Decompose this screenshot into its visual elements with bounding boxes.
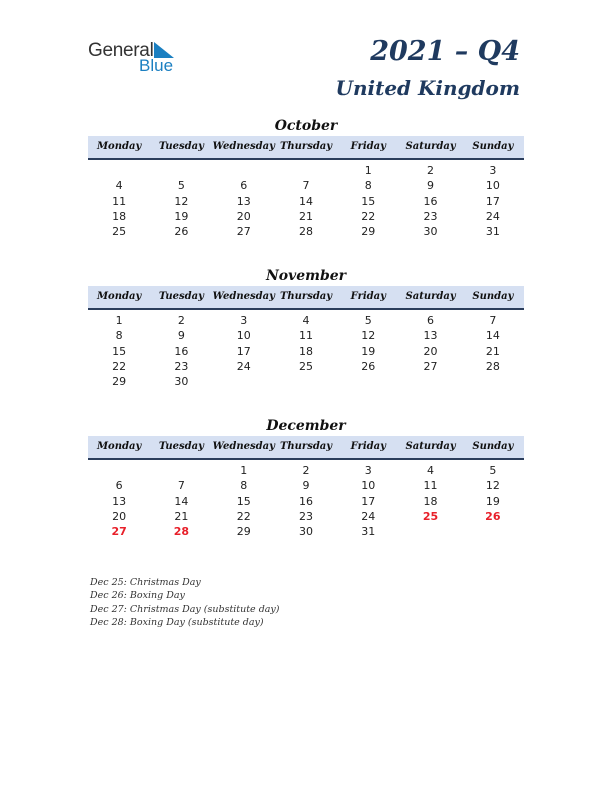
day-cell: 24 [485,209,500,223]
day-cell [88,463,150,478]
day-cell: 1 [364,164,372,177]
day-cell: 22 [361,209,376,223]
day-cell: 29 [112,375,127,389]
day-cell [275,374,337,389]
day-cell: 30 [174,375,189,389]
day-cell: 5 [364,314,372,327]
day-cell: 26 [174,225,189,239]
holiday-day-cell: 25 [422,509,439,523]
day-cell: 8 [364,179,372,193]
day-cell: 31 [361,525,376,539]
day-cell: 19 [361,344,376,358]
week-row [88,478,524,493]
week-row [88,344,524,359]
day-cell [399,524,461,539]
page-title: 2021 – Q4 [370,36,520,67]
weekday-header: Friday [350,141,386,152]
day-cell: 11 [423,479,438,493]
day-cell: 12 [361,329,376,343]
day-cell: 10 [361,479,376,493]
week-row [88,524,524,539]
day-cell: 15 [112,344,127,358]
day-cell: 25 [112,225,127,239]
day-cell: 18 [112,209,127,223]
day-cell: 20 [423,344,438,358]
holiday-list-item: Dec 26: Boxing Day [90,590,185,602]
day-cell [88,163,150,178]
day-cell: 6 [427,314,435,327]
day-cell: 2 [427,164,435,177]
day-cell: 15 [361,194,376,208]
week-row [88,374,524,389]
weekday-header: Monday [96,291,142,302]
day-cell: 21 [298,209,313,223]
weekday-header: Tuesday [158,441,204,452]
day-cell: 16 [423,194,438,208]
weekday-header: Sunday [472,441,514,452]
day-cell: 7 [489,314,497,327]
day-cell [213,374,275,389]
day-cell: 29 [361,225,376,239]
day-cell: 3 [240,314,248,327]
day-cell: 24 [236,359,251,373]
day-cell: 8 [115,329,123,343]
day-cell: 30 [298,525,313,539]
day-cell: 7 [177,479,185,493]
day-cell: 21 [174,509,189,523]
day-cell: 14 [174,494,189,508]
day-cell: 31 [485,225,500,239]
weekday-header: Thursday [279,141,333,152]
holiday-day-cell: 27 [111,525,127,539]
day-cell: 2 [302,464,310,477]
day-cell: 18 [298,344,313,358]
day-cell [150,163,212,178]
logo-text-general: General [88,40,154,61]
day-cell: 5 [489,464,497,477]
day-cell: 27 [423,359,438,373]
week-row [88,163,524,178]
day-cell: 7 [302,179,310,193]
day-cell: 23 [298,509,313,523]
holiday-list-item: Dec 25: Christmas Day [90,577,201,588]
month-calendar-october [88,116,524,239]
day-cell: 10 [485,179,500,193]
week-row [88,178,524,193]
week-row [88,209,524,224]
day-cell: 13 [112,494,127,508]
day-cell [275,163,337,178]
day-cell: 25 [298,359,313,373]
day-cell: 19 [174,209,189,223]
weekday-header: Saturday [405,441,456,452]
day-cell: 1 [115,314,123,327]
day-cell: 27 [236,225,251,239]
weeks-grid [88,310,524,389]
month-name: November [265,268,347,284]
weekday-header: Wednesday [212,141,275,152]
day-cell: 13 [236,194,251,208]
day-cell: 16 [174,344,189,358]
day-cell: 19 [485,494,500,508]
week-row [88,494,524,509]
weekday-header: Thursday [279,441,333,452]
day-cell: 23 [423,209,438,223]
weekday-header: Tuesday [158,291,204,302]
day-cell: 20 [236,209,251,223]
month-calendar-november [88,266,524,389]
day-cell: 26 [361,359,376,373]
logo-text-blue: Blue [139,56,174,75]
weeks-grid [88,460,524,539]
week-row [88,328,524,343]
day-cell [150,463,212,478]
weekday-header: Monday [96,441,142,452]
weekday-header: Saturday [405,141,456,152]
weekday-header: Wednesday [212,441,275,452]
day-cell: 28 [485,359,500,373]
holiday-list-item: Dec 27: Christmas Day (substitute day) [90,603,280,615]
day-cell: 15 [236,494,251,508]
day-cell: 4 [427,464,435,477]
weekday-header: Monday [96,141,142,152]
day-cell: 23 [174,359,189,373]
day-cell: 30 [423,225,438,239]
day-cell: 2 [177,314,185,327]
day-cell: 6 [240,179,248,193]
day-cell: 17 [361,494,376,508]
day-cell: 22 [236,509,251,523]
day-cell: 9 [427,179,435,193]
weekday-header-row [88,286,524,310]
day-cell: 6 [115,479,123,493]
day-cell [462,374,524,389]
day-cell: 13 [423,329,438,343]
day-cell: 9 [177,329,185,343]
month-name: December [266,418,346,434]
weekday-header: Wednesday [212,291,275,302]
holiday-day-cell: 26 [485,509,501,523]
day-cell: 29 [236,525,251,539]
weekday-header: Friday [350,291,386,302]
country-subtitle: United Kingdom [335,76,520,100]
day-cell: 3 [489,164,497,177]
week-row [88,463,524,478]
day-cell [213,163,275,178]
day-cell [399,374,461,389]
day-cell: 1 [240,464,248,477]
holiday-list-item: Dec 28: Boxing Day (substitute day) [90,616,264,628]
day-cell: 20 [112,509,127,523]
day-cell [337,374,399,389]
week-row [88,359,524,374]
holiday-day-cell: 28 [173,525,190,539]
weekday-header: Sunday [472,141,514,152]
week-row [88,224,524,239]
day-cell: 5 [177,179,185,193]
weekday-header: Friday [350,441,386,452]
day-cell: 18 [423,494,438,508]
week-row [88,509,524,524]
weekday-header: Sunday [472,291,514,302]
day-cell: 28 [298,225,313,239]
weekday-header-row [88,136,524,160]
day-cell [462,524,524,539]
day-cell: 16 [298,494,313,508]
weekday-header: Saturday [405,291,456,302]
day-cell: 9 [302,479,310,493]
month-name: October [274,118,338,134]
holiday-list [90,576,280,629]
day-cell: 24 [361,509,376,523]
day-cell: 14 [485,329,500,343]
day-cell: 3 [364,464,372,477]
month-calendar-december [88,416,524,539]
day-cell: 11 [112,194,127,208]
day-cell: 4 [302,314,310,327]
day-cell: 14 [298,194,313,208]
weeks-grid [88,160,524,239]
day-cell: 22 [112,359,127,373]
generalblue-logo [88,40,188,80]
day-cell: 10 [236,329,251,343]
weekday-header: Thursday [279,291,333,302]
day-cell: 21 [485,344,500,358]
weekday-header: Tuesday [158,141,204,152]
day-cell: 12 [485,479,500,493]
day-cell: 8 [240,479,248,493]
day-cell: 11 [298,329,313,343]
weekday-header-row [88,436,524,460]
week-row [88,313,524,328]
day-cell: 4 [115,179,123,193]
day-cell: 12 [174,194,189,208]
day-cell: 17 [485,194,500,208]
day-cell: 17 [236,344,251,358]
week-row [88,194,524,209]
